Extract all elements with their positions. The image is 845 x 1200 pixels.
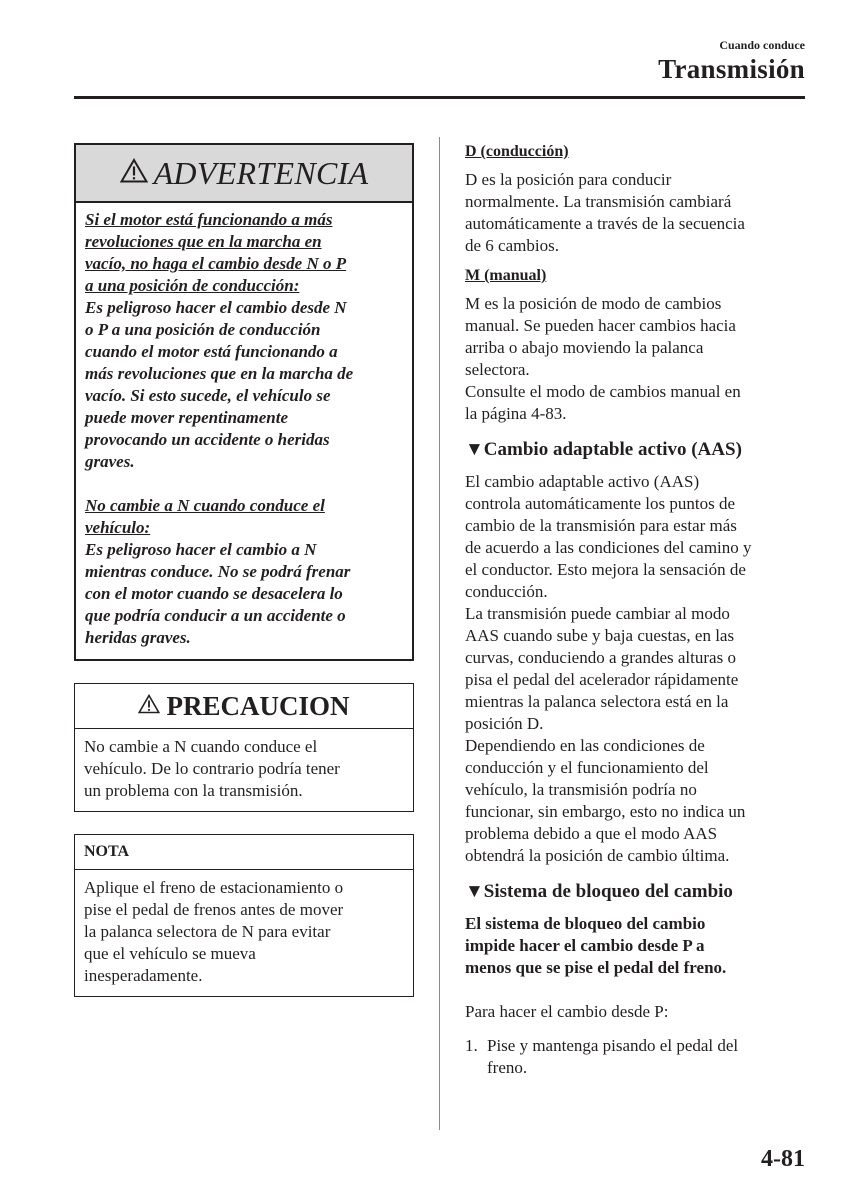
step-number: 1.: [465, 1036, 478, 1055]
step-text: Pise y mantenga pisando el pedal del freno.: [487, 1036, 739, 1077]
header-section: Cuando conduce: [719, 38, 805, 52]
m-body: M es la posición de modo de cambios manual. Se pueden hacer cambios hacia arriba o abajo moviendo la palanca selectora. Consulte el modo de cambios manual en la página 4-83.: [465, 294, 741, 423]
page-number: 4-81: [761, 1146, 805, 1172]
shift-lock-lead: Para hacer el cambio desde P:: [465, 1002, 669, 1021]
note-body: Aplique el freno de estacionamiento o pise el pedal de frenos antes de mover la palanca selectora de N para evitar que el vehículo se mueva inesperadamente.: [84, 878, 344, 985]
caution-triangle-icon: [138, 694, 160, 719]
warning-body: [76, 203, 412, 659]
warning-triangle-icon: [120, 158, 148, 188]
warning-header: [76, 145, 412, 203]
shift-lock-intro: El sistema de bloqueo del cambio impide hacer el cambio desde P a menos que se pise el pedal del freno.: [465, 914, 727, 977]
page-title: Transmisión: [658, 54, 805, 84]
warning-item1-body: Es peligroso hacer el cambio desde N o P a una posición de conducción cuando el motor está funcionando a más revoluciones que en la marcha de vacío. Si esto sucede, el vehículo se puede mover repentinamente provocando un accidente o heridas graves.: [85, 298, 354, 471]
m-heading: M (manual): [465, 267, 547, 284]
warning-item1-heading: Si el motor está funcionando a más revoluciones que en la marcha en vacío, no haga el cambio desde N o P a una posición de conducción:: [85, 210, 347, 295]
aas-heading: ▼Cambio adaptable activo (AAS): [465, 439, 742, 460]
caution-header: [75, 684, 413, 729]
shift-lock-heading: ▼Sistema de bloqueo del cambio: [465, 881, 733, 902]
note-box: [74, 834, 414, 997]
warning-item2-heading: No cambie a N cuando conduce el vehículo:: [85, 496, 325, 537]
left-column: [74, 143, 414, 997]
d-body: D es la posición para conducir normalmente. La transmisión cambiará automáticamente a través de la secuencia de 6 cambios.: [465, 170, 745, 255]
header-rule: [74, 96, 805, 99]
column-divider: [439, 137, 440, 1130]
right-column: [465, 141, 807, 1079]
d-heading: D (conducción): [465, 143, 569, 160]
caution-title: PRECAUCION: [166, 690, 350, 721]
warning-item2-body: Es peligroso hacer el cambio a N mientras conduce. No se podrá frenar con el motor cuando se desacelera lo que podría conducir a un accidente o heridas graves.: [85, 540, 351, 647]
warning-title: ADVERTENCIA: [153, 154, 369, 191]
note-title: NOTA: [75, 835, 413, 870]
caution-box: [74, 683, 414, 812]
list-item: [465, 1035, 807, 1079]
warning-box: [74, 143, 414, 661]
aas-body: El cambio adaptable activo (AAS) controla automáticamente los puntos de cambio de la transmisión para estar más de acuerdo a las condiciones del camino y el conductor. Esto mejora la sensación de conducción. La transmisión puede cambiar al modo AAS cuando sube y baja cuestas, en las curvas, conduciendo a grandes alturas o pisa el pedal del acelerador rápidamente mientras la palanca selectora está en la posición D. Dependiendo en las condiciones de conducción y el funcionamiento del vehículo, la transmisión podría no funcionar, sin embargo, esto no indica un problema debido a que el modo AAS obtendrá la posición de cambio última.: [465, 472, 752, 865]
caution-body: No cambie a N cuando conduce el vehículo. De lo contrario podría tener un problema con la transmisión.: [84, 737, 340, 800]
